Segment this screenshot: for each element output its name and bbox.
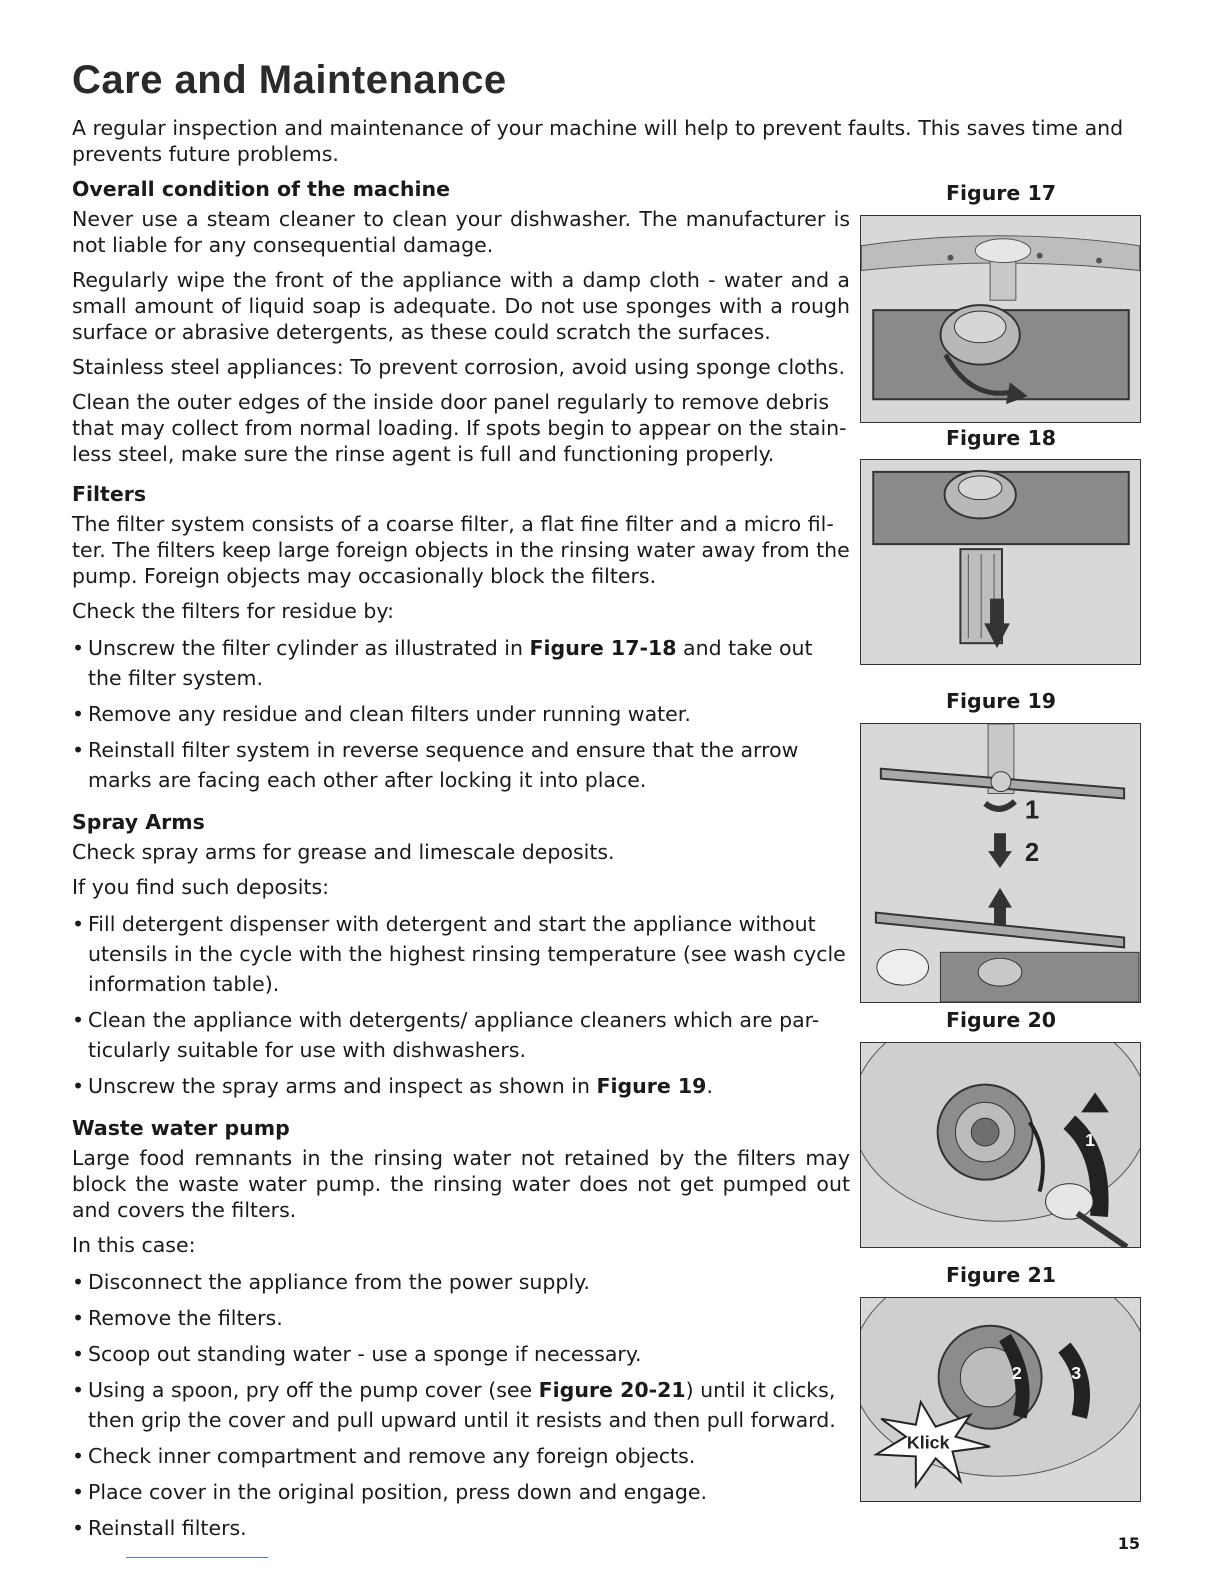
figure-20-image: [860, 1042, 1141, 1248]
list-item: • Reinstall filters.: [72, 1513, 850, 1543]
paragraph: Stainless steel appliances: To prevent corrosion, avoid using sponge cloths.: [72, 355, 845, 379]
page-title: Care and Maintenance: [72, 58, 507, 102]
pump-cover-pry-illustration: [861, 1043, 1140, 1247]
figure-reference: Figure 20-21: [538, 1378, 686, 1402]
section-filters: [72, 481, 850, 795]
step-number-2: 2: [1024, 839, 1040, 868]
list-item: • Disconnect the appliance from the power supply.: [72, 1267, 850, 1297]
paragraph: Large food remnants in the rinsing water not retained by the filters may block the waste water pump. the rinsing water does not get pumped out and covers the filters.: [72, 1146, 850, 1222]
list-item: • Remove any residue and clean filters under running water.: [72, 699, 850, 729]
figure-18-label: Figure 18: [946, 426, 1056, 450]
list-item: • Place cover in the original position, press down and engage.: [72, 1477, 850, 1507]
intro-paragraph: A regular inspection and maintenance of your machine will help to prevent faults. This saves time and prevents future problems.: [72, 116, 1124, 166]
paragraph: Regularly wipe the front of the appliance with a damp cloth - water and a small amount of liquid soap is adequate. Do not use sponges with a rough surface or abrasive detergents, as these could scratch the surfaces.: [72, 268, 850, 344]
section-heading: Overall condition of the machine: [72, 177, 451, 201]
step-number-1: 1: [1085, 1129, 1096, 1150]
section-spray-arms: [72, 809, 850, 1101]
filter-removal-illustration: [861, 460, 1140, 664]
paragraph: If you find such deposits:: [72, 875, 330, 899]
figure-19-label: Figure 19: [946, 689, 1056, 713]
list-item: • Clean the appliance with detergents/ appliance cleaners which are par-ticularly suitable for use with dishwashers.: [72, 1005, 850, 1065]
figure-17-label: Figure 17: [946, 181, 1056, 205]
paragraph: Check the filters for residue by:: [72, 599, 394, 623]
pump-cover-click-illustration: [861, 1298, 1140, 1501]
figure-reference: Figure 17-18: [529, 636, 677, 660]
bullet-list: [72, 1267, 850, 1543]
filter-unscrew-illustration: [861, 216, 1140, 422]
paragraph: The filter system consists of a coarse filter, a flat fine filter and a micro fil-ter. The filters keep large foreign objects in the rinsing water away from the pump. Foreign objects may occasionally block the filters.: [72, 512, 850, 588]
bullet-list: [72, 909, 850, 1101]
section-waste-water-pump: [72, 1115, 850, 1543]
step-number-2: 2: [1011, 1363, 1022, 1384]
section-heading: Filters: [72, 482, 147, 506]
list-item: • Using a spoon, pry off the pump cover (see Figure 20-21) until it clicks, then grip the cover and pull upward until it resists and then pull forward.: [72, 1375, 850, 1435]
klick-label: Klick: [906, 1432, 950, 1453]
section-heading: Spray Arms: [72, 810, 205, 834]
list-item: • Reinstall filter system in reverse sequence and ensure that the arrow marks are facing each other after locking it into place.: [72, 735, 850, 795]
paragraph: Clean the outer edges of the inside door panel regularly to remove debris that may collect from normal loading. If spots begin to appear on the stain-less steel, make sure the rinse agent is full and functioning properly.: [72, 390, 847, 466]
paragraph: In this case:: [72, 1233, 196, 1257]
paragraph: Never use a steam cleaner to clean your dishwasher. The manufacturer is not liable for any consequential damage.: [72, 207, 850, 257]
list-item: • Check inner compartment and remove any foreign objects.: [72, 1441, 850, 1471]
list-item: • Remove the filters.: [72, 1303, 850, 1333]
main-column: [72, 176, 850, 1553]
figure-20-label: Figure 20: [946, 1008, 1056, 1032]
figure-18-image: [860, 459, 1141, 665]
step-number-1: 1: [1024, 796, 1040, 825]
figure-21-label: Figure 21: [946, 1263, 1056, 1287]
section-heading: Waste water pump: [72, 1116, 290, 1140]
list-item: • Unscrew the spray arms and inspect as shown in Figure 19.: [72, 1071, 850, 1101]
footer-rule: [126, 1557, 268, 1558]
paragraph: Check spray arms for grease and limescale deposits.: [72, 840, 615, 864]
list-item: • Scoop out standing water - use a sponge if necessary.: [72, 1339, 850, 1369]
figure-21-image: [860, 1297, 1141, 1502]
step-number-3: 3: [1071, 1363, 1082, 1384]
figure-reference: Figure 19: [596, 1074, 707, 1098]
list-item: • Fill detergent dispenser with detergent and start the appliance without utensils in the cycle with the highest rinsing temperature (see wash cycle information table).: [72, 909, 850, 999]
page-number: 15: [1117, 1534, 1140, 1553]
figure-17-image: [860, 215, 1141, 423]
section-overall-condition: [72, 176, 850, 467]
spray-arm-removal-illustration: [861, 724, 1140, 1002]
figure-19-image: [860, 723, 1141, 1003]
bullet-list: [72, 633, 850, 795]
list-item: • Unscrew the filter cylinder as illustrated in Figure 17-18 and take out the filter system.: [72, 633, 850, 693]
